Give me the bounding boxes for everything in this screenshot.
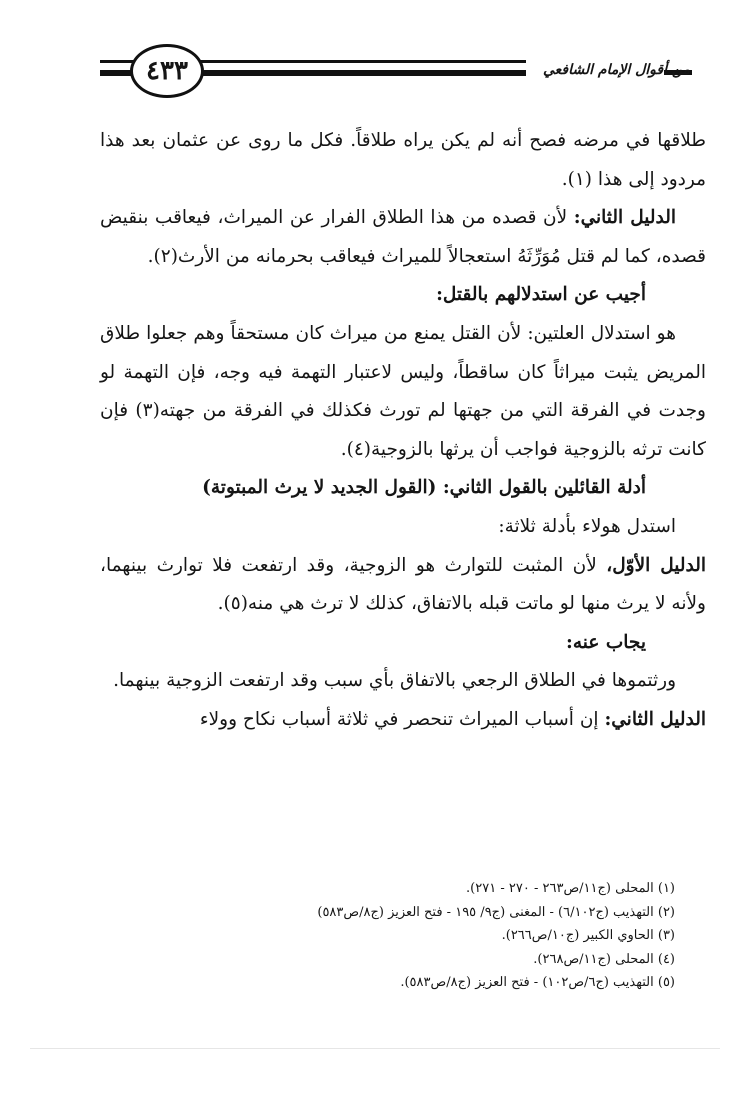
page-number: ٤٣٣	[146, 56, 188, 86]
header-rule-left-top	[100, 60, 134, 63]
page-number-badge	[130, 44, 204, 98]
paragraph-5-text: لأن المثبت للتوارث هو الزوجية، وقد ارتفعت فلا توارث بينهما، ولأنه لا يرث منها لو ماتت قبله بالاتفاق، كذلك لا ترث هي منه(٥).	[100, 554, 706, 615]
heading-answer: يجاب عنه:	[566, 631, 646, 653]
footnote-1: (١) المحلى (ج١١/ص٢٦٣ - ٢٧٠ - ٢٧١).	[466, 881, 675, 896]
evidence-two-label: الدليل الثاني:	[573, 207, 676, 229]
footnotes	[80, 877, 675, 995]
paragraph-4: استدل هولاء بأدلة ثلاثة:	[498, 515, 676, 537]
paragraph-1: طلاقها في مرضه فصح أنه لم يكن يراه طلاقاً. فكل ما روى عن عثمان بعد هذا مردود إلى هذا (١).	[100, 130, 706, 190]
footnote-3: (٣) الحاوي الكبير (ج١٠/ص٢٦٦).	[501, 928, 675, 944]
paragraph-2-text: لأن قصده من هذا الطلاق الفرار عن الميراث، فيعاقب بنقيض قصده، كما لم قتل مُوَرِّثَهُ استعجالاً للميراث فيعاقب بحرمانه من الأرث(٢).	[100, 207, 706, 267]
running-title: من أقوال الإمام الشافعي	[543, 62, 690, 78]
footnote-4: (٤) المحلى (ج١١/ص٢٦٨).	[533, 951, 675, 967]
evidence-one-label: الدليل الأوّل،	[606, 554, 706, 576]
evidence-two-label-b: الدليل الثاني:	[604, 708, 706, 730]
header-rule-right-bottom	[194, 70, 526, 76]
page-edge-line	[30, 1048, 720, 1049]
paragraph-5	[100, 547, 706, 624]
paragraph-2	[100, 199, 706, 276]
paragraph-3: هو استدلال العلتين: لأن القتل يمنع من ميراث كان مستحقاً وهم جعلوا طلاق المريض يثبت ميراثاً كان ساقطاً، وليس لاعتبار التهمة فيه وجه، فإن التهمة لو وجدت في الفرقة التي من جهتها لم تورث فكذلك في الفرقة من جهته(٣) فإن كانت ترثه بالزوجية فواجب أن يرثها بالزوجية(٤).	[100, 322, 706, 460]
header-rule-right-top	[194, 60, 526, 63]
footnote-5: (٥) التهذيب (ج٦/ص١٠٢) - فتح العزيز (ج٨/ص٥٨٣).	[400, 975, 675, 991]
header-rule-left-bottom	[100, 70, 134, 76]
footnote-2: (٢) التهذيب (ج٦/١٠٢) - المغنى (ج٩/ ١٩٥ - فتح العزيز (ج٨/ص٥٨٣)	[317, 904, 675, 920]
page-header	[0, 0, 755, 110]
paragraph-6: ورثتموها في الطلاق الرجعي بالاتفاق بأي سبب وقد ارتفعت الزوجية بينهما.	[113, 670, 676, 692]
heading-second-opinion: أدلة القائلين بالقول الثاني: (القول الجديد لا يرث المبتوتة)	[202, 477, 646, 499]
paragraph-7	[100, 701, 706, 740]
main-text	[100, 122, 706, 740]
paragraph-7-text: إن أسباب الميراث تنحصر في ثلاثة أسباب نكاح وولاء	[199, 708, 605, 730]
heading-response-killing: أجيب عن استدلالهم بالقتل:	[436, 284, 646, 306]
